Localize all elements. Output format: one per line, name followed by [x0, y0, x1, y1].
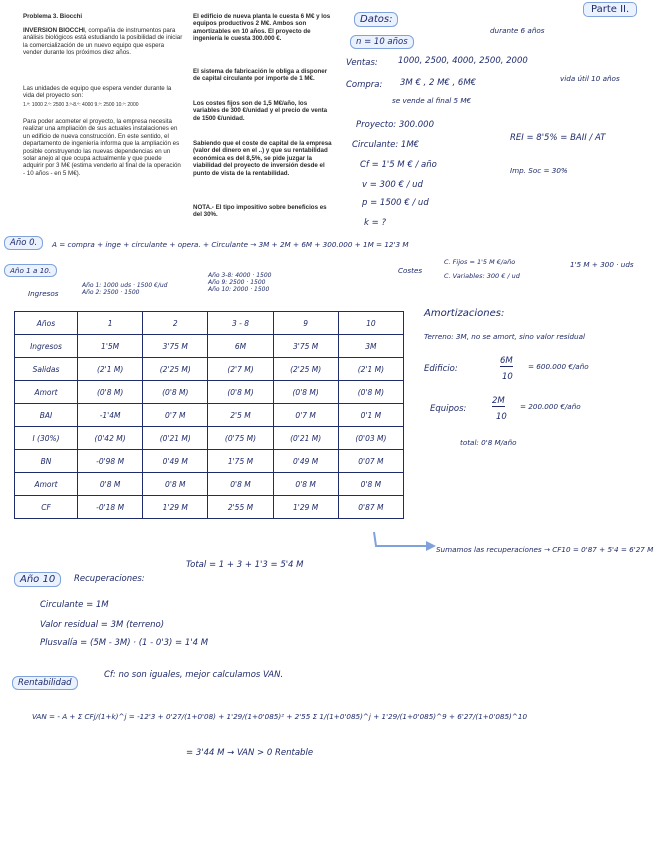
table-cell: (0'75 M) — [208, 427, 273, 450]
amort-equipos-num: 2M — [492, 396, 505, 406]
fixed-costs: Cf = 1'5 M € / año — [360, 160, 437, 170]
van-formula: VAN = - A + Σ CFj/(1+k)^j = -12'3 + 0'27/(1+0'08) + 1'29/(1+0'085)² + 2'55 Σ 1/(1+0'085)^j + 1'29/(1+0'085)^9 + 6'27/(1+0'085)^10 — [32, 712, 528, 721]
table-cell: (0'8 M) — [208, 381, 273, 404]
k-unknown: k = ? — [364, 218, 386, 228]
table-cell: 0'8 M — [208, 473, 273, 496]
table-cell: (0'03 M) — [338, 427, 403, 450]
table-cell: 0'8 M — [273, 473, 338, 496]
table-cell: (2'1 M) — [338, 358, 403, 381]
table-cell: I (30%) — [15, 427, 78, 450]
ingresos-right: Año 3-8: 4000 · 1500 Año 9: 2500 · 1500 Año 10: 2000 · 1500 — [208, 272, 272, 293]
amort-title: Amortizaciones: — [424, 308, 505, 319]
van-result: = 3'44 M → VAN > 0 Rentable — [186, 748, 314, 758]
table-row — [15, 335, 404, 358]
table-cell: 0'49 M — [273, 450, 338, 473]
table-cell: Amort — [15, 381, 78, 404]
amort-equipos-label: Equipos: — [430, 404, 467, 414]
costes-variables: C. Variables: 300 € / ud — [444, 272, 520, 280]
table-cell: -0'98 M — [78, 450, 143, 473]
table-cell: (0'42 M) — [78, 427, 143, 450]
table-cell: (0'8 M) — [143, 381, 208, 404]
table-header-cell: Años — [15, 312, 78, 335]
problem-paragraph-4: El edificio de nueva planta le cuesta 6 M€ y los equipos productivos 2 M€. Ambos son amortizables en 10 años. El proyecto de ingeniería le cuesta 300.000 €. — [193, 13, 331, 43]
table-row — [15, 404, 404, 427]
costes-fijos: C. Fijos = 1'5 M €/año — [444, 258, 516, 266]
table-cell: (2'1 M) — [78, 358, 143, 381]
rei-formula: REI = 8'5% = BAII / AT — [510, 133, 606, 143]
ano10-label: Año 10 — [14, 572, 61, 587]
datos-title: Datos: — [354, 12, 398, 27]
recup-valor-residual: Valor residual = 3M (terreno) — [40, 620, 165, 630]
table-cell: -1'4M — [78, 404, 143, 427]
ingresos-label: Ingresos — [28, 289, 59, 298]
amort-equipos-den: 10 — [496, 412, 507, 422]
table-cell: (0'8 M) — [273, 381, 338, 404]
units-line: 1.ª: 1000 2.º: 2500 3.º-8.º: 4000 9.º: 2500 10.º: 2000 — [23, 102, 139, 108]
sumamos-note: Sumamos las recuperaciones → CF10 = 0'87 + 5'4 = 6'27 M — [436, 545, 654, 554]
table-cell: (0'21 M) — [143, 427, 208, 450]
compra-label: Compra: — [346, 80, 383, 90]
ventas-label: Ventas: — [346, 58, 378, 68]
table-header-cell: 2 — [143, 312, 208, 335]
amort-edificio-result: = 600.000 €/año — [528, 362, 589, 371]
cash-flow-table — [14, 311, 404, 519]
table-cell: (2'25 M) — [143, 358, 208, 381]
table-cell: 2'55 M — [208, 496, 273, 519]
table-cell: 1'5M — [78, 335, 143, 358]
table-cell: BN — [15, 450, 78, 473]
table-cell: Ingresos — [15, 335, 78, 358]
table-header-row — [15, 312, 404, 335]
amort-edificio-num: 6M — [500, 356, 513, 366]
table-cell: 3'75 M — [273, 335, 338, 358]
table-cell: 1'75 M — [208, 450, 273, 473]
table-cell: 3M — [338, 335, 403, 358]
compra-values: 3M € , 2 M€ , 6M€ — [400, 78, 477, 88]
problem-title: Problema 3. Biocchi — [23, 13, 83, 20]
problem-paragraph-5: El sistema de fabricación le obliga a disponer de capital circulante por importe de 1 M€. — [193, 68, 328, 83]
table-header-cell: 9 — [273, 312, 338, 335]
se-vende: se vende al final 5 M€ — [392, 96, 472, 105]
amort-equipos-result: = 200.000 €/año — [520, 402, 581, 411]
table-cell: BAI — [15, 404, 78, 427]
table-header-cell: 10 — [338, 312, 403, 335]
ano0-label: Año 0. — [4, 236, 43, 250]
variable-cost: v = 300 € / ud — [362, 180, 423, 190]
price: p = 1500 € / ud — [362, 198, 429, 208]
table-cell: 0'8 M — [78, 473, 143, 496]
table-cell: 0'7 M — [143, 404, 208, 427]
problem-paragraph-2: Las unidades de equipo que espera vender durante la vida del proyecto son: — [23, 85, 172, 100]
table-row — [15, 473, 404, 496]
table-cell: 0'07 M — [338, 450, 403, 473]
table-header-cell: 3 - 8 — [208, 312, 273, 335]
table-cell: 0'1 M — [338, 404, 403, 427]
problem-paragraph-1-text: , compañía de instrumentos para análisis biológicos está estudiando la posibilidad de iniciar la comercialización de un nuevo equipo que espera vender durante los próximos diez años. — [23, 27, 183, 57]
table-cell: Salidas — [15, 358, 78, 381]
table-cell: 2'5 M — [208, 404, 273, 427]
recuperaciones-total: Total = 1 + 3 + 1'3 = 5'4 M — [186, 560, 304, 570]
table-cell: 0'8 M — [338, 473, 403, 496]
amort-edificio-den: 10 — [502, 372, 513, 382]
table-cell: (2'25 M) — [273, 358, 338, 381]
table-row — [15, 427, 404, 450]
tax-rate: Imp. Soc = 30% — [510, 166, 568, 175]
table-cell: 0'8 M — [143, 473, 208, 496]
ingresos-detail: Año 1: 1000 uds · 1500 €/ud Año 2: 2500 · 1500 — [82, 282, 168, 296]
table-cell: 0'49 M — [143, 450, 208, 473]
table-cell: 3'75 M — [143, 335, 208, 358]
recup-plusvalia: Plusvalía = (5M - 3M) · (1 - 0'3) = 1'4 M — [40, 638, 209, 648]
costes-result: 1'5 M + 300 · uds — [570, 260, 634, 269]
recup-circulante: Circulante = 1M — [40, 600, 109, 610]
table-cell: 1'29 M — [143, 496, 208, 519]
recuperaciones-label: Recuperaciones: — [74, 574, 145, 584]
ano1-label: Año 1 a 10. — [4, 264, 57, 277]
amort-terreno: Terreno: 3M, no se amort, sino valor residual — [424, 332, 586, 341]
table-cell: Amort — [15, 473, 78, 496]
vida-util: vida útil 10 años — [560, 74, 620, 83]
problem-paragraph-1 — [23, 27, 183, 57]
table-cell: 1'29 M — [273, 496, 338, 519]
table-row — [15, 450, 404, 473]
table-cell: 6M — [208, 335, 273, 358]
table-cell: -0'18 M — [78, 496, 143, 519]
table-header-cell: 1 — [78, 312, 143, 335]
table-cell: 0'7 M — [273, 404, 338, 427]
table-cell: CF — [15, 496, 78, 519]
problem-note: NOTA.- El tipo impositivo sobre beneficios es del 30%. — [193, 204, 327, 219]
problem-paragraph-7: Sabiendo que el coste de capital de la empresa (valor del dinero en el ..) y que su rentabilidad económica es del 8,5%, se pide juzgar la viabilidad del proyecto de inversión desde el punto de vista de la rentabilidad. — [193, 140, 332, 177]
table-cell: (0'8 M) — [338, 381, 403, 404]
circulante-cost: Circulante: 1M€ — [352, 140, 420, 150]
n-years: n = 10 años — [350, 35, 414, 49]
table-cell: 0'87 M — [338, 496, 403, 519]
table-cell: (0'8 M) — [78, 381, 143, 404]
part-badge: Parte II. — [583, 2, 637, 17]
rentabilidad-text: Cf: no son iguales, mejor calculamos VAN. — [104, 670, 284, 680]
amort-edificio-label: Edificio: — [424, 364, 458, 374]
table-row — [15, 496, 404, 519]
ventas-values: 1000, 2500, 4000, 2500, 2000 — [398, 56, 528, 66]
proyecto-cost: Proyecto: 300.000 — [356, 120, 435, 130]
durante-note: durante 6 años — [490, 26, 545, 35]
table-cell: (2'7 M) — [208, 358, 273, 381]
costes-label: Costes — [398, 266, 423, 275]
problem-paragraph-3: Para poder acometer el proyecto, la empresa necesita realizar una ampliación de sus actuales instalaciones en un edificio de nueva construcción. En este sentido, el departamento de ingeniería informa que la ampliación es posible construyendo las nuevas dependencias en un solar anejo al que ocupa actualmente y que puede adquirir por 3 M€ (estima venderlo al final de la operación - 10 años - en 5 M€). — [23, 118, 181, 177]
rentabilidad-label: Rentabilidad — [12, 676, 78, 690]
table-cell: (0'21 M) — [273, 427, 338, 450]
ano0-formula: A = compra + inge + circulante + opera. + Circulante → 3M + 2M + 6M + 300.000 + 1M = 12'3 M — [52, 240, 409, 249]
company-name: INVERSION BIOCCHI — [23, 27, 85, 34]
amort-total: total: 0'8 M/año — [460, 438, 517, 447]
table-row — [15, 381, 404, 404]
problem-paragraph-6: Los costes fijos son de 1,5 M€/año, los variables de 300 €/unidad y el precio de venta de 1500 €/unidad. — [193, 100, 328, 122]
table-row — [15, 358, 404, 381]
